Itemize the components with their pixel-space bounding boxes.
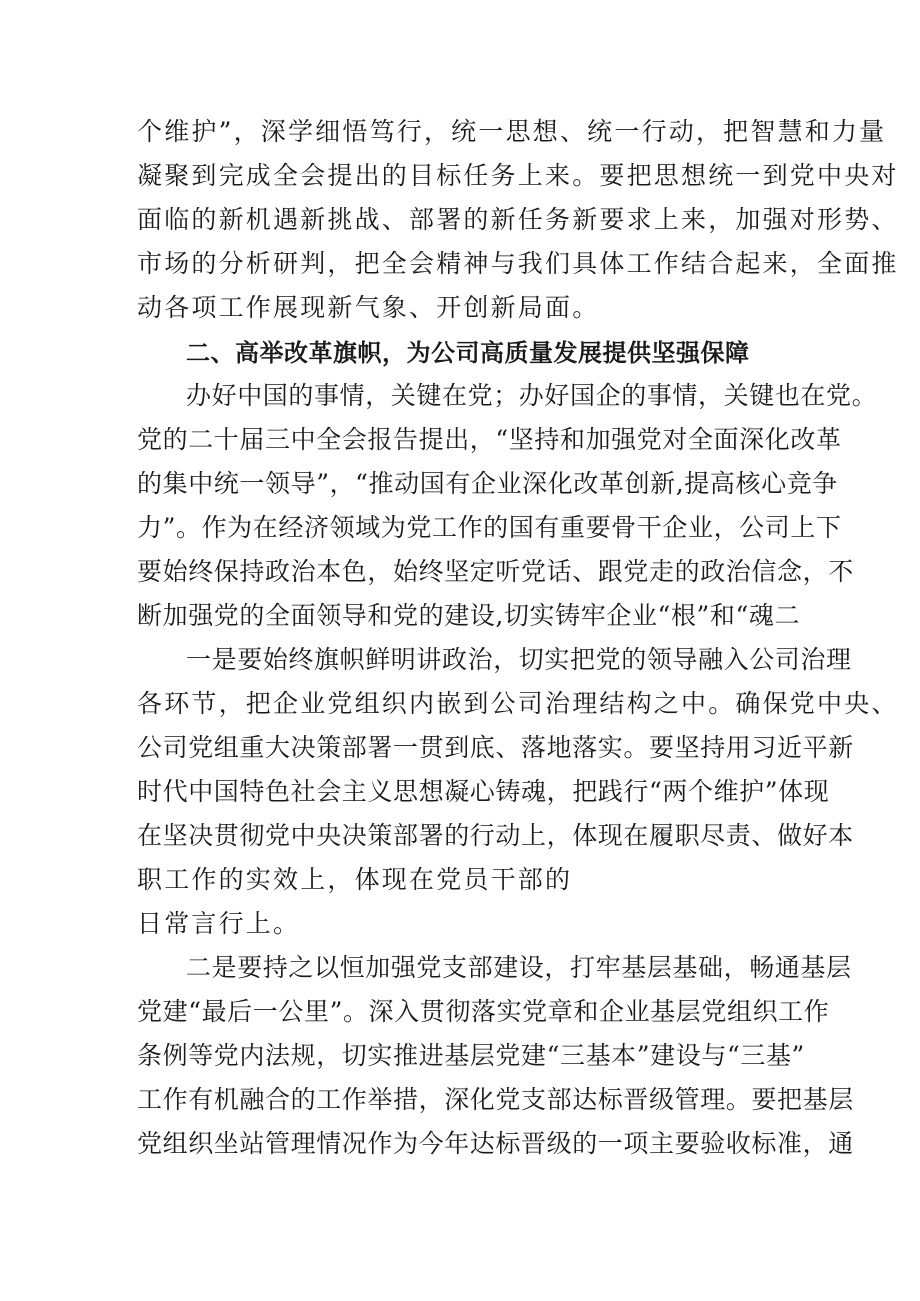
body-text-line: 在坚决贯彻党中央决策部署的行动上，体现在履职尽责、做好本 <box>137 821 854 850</box>
body-text-line: 面临的新机遇新挑战、部署的新任务新要求上来，加强对形势、 <box>137 205 899 234</box>
body-text-line: 断加强党的全面领导和党的建设,切实铸牢企业“根”和“魂二 <box>137 601 801 630</box>
paragraph-first-line: 办好中国的事情，关键在党；办好国企的事情，关键也在党。 <box>186 381 878 410</box>
paragraph-first-line: 一是要始终旗帜鲜明讲政治，切实把党的领导融入公司治理 <box>186 645 852 674</box>
body-text-line: 各环节，把企业党组织内嵌到公司治理结构之中。确保党中央、 <box>137 689 899 718</box>
paragraph-first-line: 二是要持之以恒加强党支部建设，打牢基层基础，畅通基层 <box>186 953 852 982</box>
body-text-line: 党组织坐站管理情况作为今年达标晋级的一项主要验收标准，通 <box>137 1129 854 1158</box>
body-text-line: 日常言行上。 <box>137 909 301 938</box>
body-text-line: 的集中统一领导”，“推动国有企业深化改革创新,提高核心竞争 <box>137 469 838 498</box>
body-text-line: 条例等党内法规，切实推进基层党建“三基本”建设与“三基” <box>137 1041 805 1070</box>
body-text-line: 力”。作为在经济领域为党工作的国有重要骨干企业，公司上下 <box>137 513 842 542</box>
body-text-line: 工作有机融合的工作举措，深化党支部达标晋级管理。要把基层 <box>137 1085 854 1114</box>
body-text-line: 公司党组重大决策部署一贯到底、落地落实。要坚持用习近平新 <box>137 733 854 762</box>
section-heading: 二、高举改革旗帜，为公司高质量发展提供坚强保障 <box>186 339 750 367</box>
body-text-line: 时代中国特色社会主义思想凝心铸魂，把践行“两个维护”体现 <box>137 777 830 806</box>
body-text-line: 个维护”，深学细悟笃行，统一思想、统一行动，把智慧和力量 <box>137 117 887 146</box>
body-text-line: 要始终保持政治本色，始终坚定听党话、跟党走的政治信念，不 <box>137 557 854 586</box>
body-text-line: 党建“最后一公里”。深入贯彻落实党章和企业基层党组织工作 <box>137 997 830 1026</box>
body-text-line: 动各项工作展现新气象、开创新局面。 <box>137 293 600 322</box>
body-text-line: 职工作的实效上，体现在党员干部的 <box>137 865 573 894</box>
body-text-line: 市场的分析研判，把全会精神与我们具体工作结合起来，全面推 <box>137 249 899 278</box>
body-text-line: 党的二十届三中全会报告提出，“坚持和加强党对全面深化改革 <box>137 425 842 454</box>
body-text-line: 凝聚到完成全会提出的目标任务上来。要把思想统一到党中央对 <box>137 161 899 190</box>
